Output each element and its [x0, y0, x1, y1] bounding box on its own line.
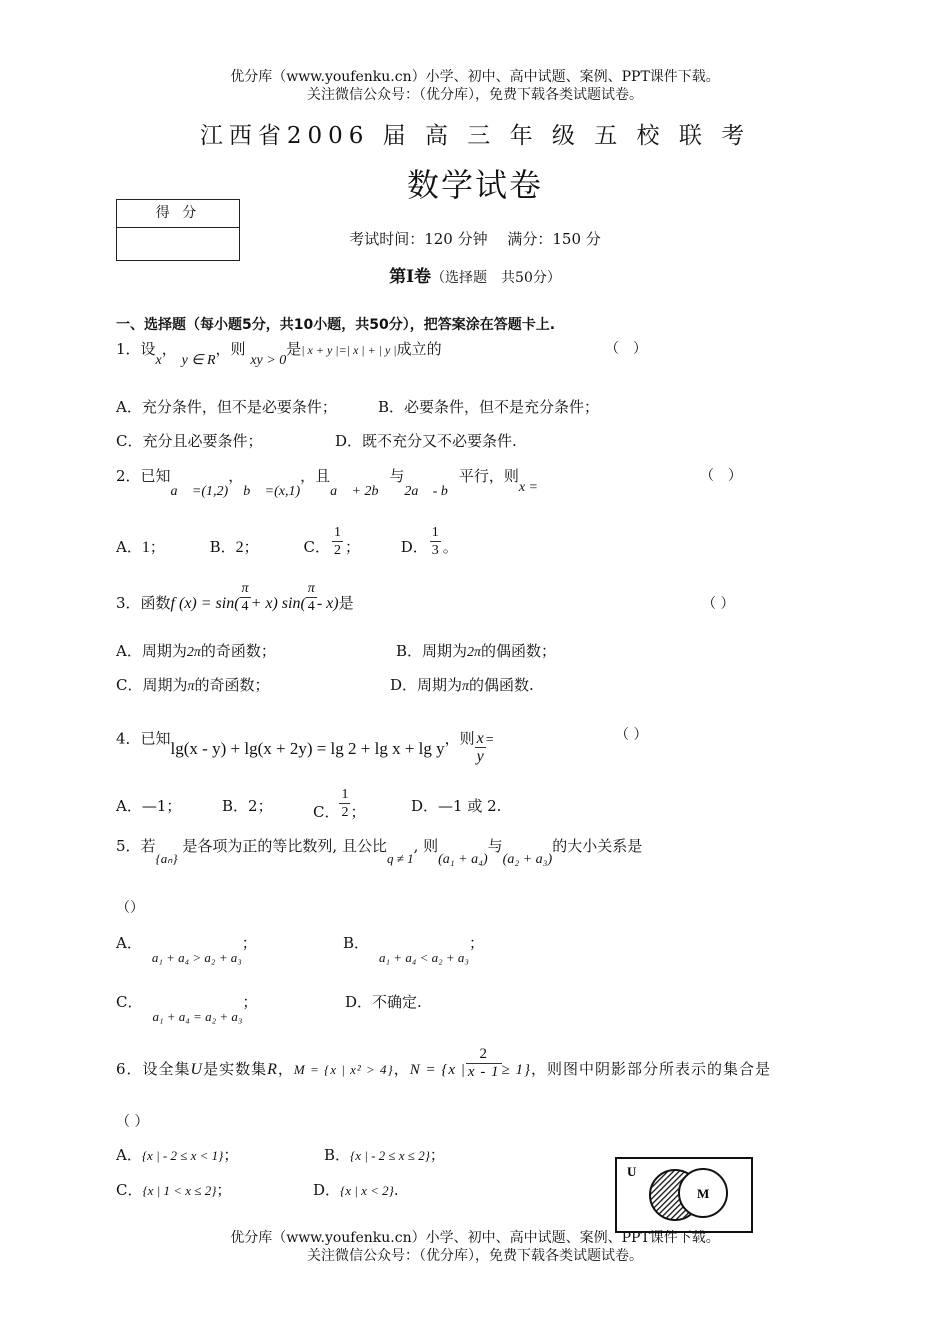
- q2-c-fraction: [332, 524, 343, 559]
- q1-math-abs: | x + y |=| x | + | y |: [301, 343, 397, 357]
- q5-a-sep: ；: [241, 934, 257, 952]
- header-line-2: 关注微信公众号：（优分库），免费下载各类试题试卷。: [307, 87, 643, 103]
- q1-option-d: D．既不充分又不必要条件.: [335, 432, 517, 450]
- q2-d-num: 1: [431, 524, 439, 540]
- q4-c-label: C．: [313, 802, 340, 821]
- q5-b-sep: ；: [468, 934, 484, 952]
- q2-and: ，且: [300, 467, 331, 485]
- q4-option-d: D．—1 或 2.: [411, 797, 502, 815]
- q3-b-2: 2π: [467, 645, 482, 660]
- q1-tail: 成立的: [396, 340, 442, 358]
- q5-math-seq: {aₙ}: [155, 851, 178, 866]
- q1-then: ，则: [215, 340, 246, 358]
- q6-c-value: {x | 1 < x ≤ 2}: [142, 1183, 217, 1198]
- q5-answer-paren: （）: [116, 900, 144, 916]
- q6-c-end: ；: [216, 1181, 232, 1199]
- q5-c-value: a₁ + a₄ = a₂ + a₃: [152, 1009, 243, 1024]
- exam-info: 考试时间：120 分钟 满分：150 分: [349, 230, 601, 248]
- q5-math-q: q ≠ 1: [386, 851, 414, 866]
- q2-math-x: x =: [518, 480, 539, 495]
- header-line-1: 优分库（www.youfenku.cn）小学、初中、高中试题、案例、PPT课件下载。: [230, 69, 720, 85]
- q4-then: ，则: [444, 729, 475, 748]
- q5-c-sep: ；: [242, 993, 258, 1011]
- q2-c-num: 1: [333, 524, 341, 540]
- q6-text: 6．设全集: [116, 1060, 191, 1078]
- q2-b-label: B．: [209, 538, 236, 556]
- q6-b-end: ；: [429, 1146, 445, 1164]
- q2-c-label: C．: [303, 538, 330, 556]
- q6-math-n-end: ≥ 1}: [501, 1062, 532, 1078]
- q4-text: 4．已知: [116, 729, 171, 748]
- q3-math-end: - x): [316, 595, 339, 612]
- q6-sep2: ，: [393, 1060, 410, 1078]
- q3-option-c: [116, 674, 270, 695]
- q2-options: [116, 524, 458, 559]
- q6-a-value: {x | - 2 ≤ x < 1}: [141, 1148, 224, 1163]
- volume-heading: [0, 262, 950, 287]
- venn-graphic: [617, 1159, 751, 1231]
- q3-c-2: π: [187, 679, 195, 694]
- q6-sep1: ，: [277, 1060, 294, 1078]
- q6-math-n-start: N = {x |: [409, 1062, 466, 1078]
- q6-a-end: ；: [223, 1146, 239, 1164]
- q3-c-1: C．周期为: [116, 676, 188, 694]
- q3-d-2: π: [462, 679, 470, 694]
- q3-text: 3．函数: [116, 594, 171, 612]
- q3-math-f: f (x) = sin(: [170, 595, 240, 612]
- q3-c-3: 的奇函数；: [194, 676, 270, 694]
- q6-option-b: [324, 1144, 445, 1165]
- q3-four-1: 4: [241, 598, 249, 614]
- q5-with: 与: [487, 837, 503, 855]
- q5-option-d: D．不确定.: [345, 993, 422, 1011]
- q6-d-label: D．: [313, 1181, 341, 1199]
- q6-d-end: .: [393, 1181, 399, 1199]
- q3-is: 是: [338, 594, 354, 612]
- q6-desc: 是实数集: [203, 1060, 268, 1078]
- q3-d-3: 的偶函数.: [469, 676, 534, 694]
- q2-parallel: 平行，则: [458, 467, 519, 485]
- q1-option-c: C．充分且必要条件；: [116, 432, 263, 450]
- q1-text: 1．设: [116, 340, 156, 358]
- section-heading: 一、选择题（每小题5分，共10小题，共50分），把答案涂在答题卡上.: [116, 317, 556, 333]
- q2-answer-paren: （ ）: [700, 468, 742, 484]
- q2-text: 2．已知: [116, 467, 171, 485]
- q4-option-a: A．—1；: [116, 797, 182, 815]
- q4-c-fraction: [339, 786, 350, 821]
- footer-line-2: 关注微信公众号：（优分库），免费下载各类试题试卷。: [307, 1248, 643, 1264]
- q2-b-value: 2: [235, 539, 244, 556]
- q3-frac-2: [306, 580, 317, 615]
- q3-option-d: [390, 674, 534, 695]
- q6-math-r: R: [267, 1061, 278, 1078]
- q6-math-m: M = {x | x² > 4}: [293, 1062, 394, 1077]
- q1-sep: ，: [161, 340, 177, 358]
- q1-option-a: A．充分条件，但不是必要条件；: [116, 398, 337, 416]
- q2-b-sep: ；: [243, 538, 259, 556]
- q5-math-a23: (a₂ + a₃): [502, 852, 553, 867]
- q1-math-x: x: [155, 353, 162, 368]
- q3-a-3: 的奇函数；: [200, 642, 276, 660]
- q2-d-den: 3: [431, 542, 439, 558]
- q4-num: x: [476, 730, 484, 747]
- question-2: [116, 465, 539, 499]
- q2-math-diff: 2a⃗ - b⃗: [404, 484, 459, 499]
- paper-title: 数学试卷: [406, 166, 543, 204]
- q3-d-1: D．周期为: [390, 676, 463, 694]
- q4-fraction: [475, 730, 486, 765]
- q5-option-b: [343, 932, 484, 965]
- q5-b-value: a₁ + a₄ < a₂ + a₃: [379, 950, 469, 965]
- q6-b-label: B．: [324, 1146, 351, 1164]
- q4-c-den: 2: [341, 805, 349, 820]
- q3-frac-1: [240, 580, 251, 615]
- question-3: [116, 580, 354, 615]
- q3-option-b: [396, 640, 556, 661]
- q1-is: 是: [286, 340, 302, 358]
- q1-answer-paren: （ ）: [605, 341, 647, 357]
- q2-with: 与: [389, 467, 405, 485]
- question-6: [116, 1045, 772, 1081]
- q5-a-label: A．: [116, 934, 142, 952]
- venn-label-u: U: [627, 1164, 637, 1179]
- q2-d-fraction: [430, 524, 441, 559]
- q5-a-value: a₁ + a₄ > a₂ + a₃: [151, 950, 242, 965]
- volume-main: 第Ⅰ卷: [389, 267, 432, 287]
- q1-math-y: y ∈ R: [181, 353, 216, 368]
- q3-math-mid: + x) sin(: [250, 595, 306, 612]
- q2-math-a: a⃗ =(1,2): [170, 484, 229, 499]
- q4-answer-paren: （ ）: [615, 727, 648, 743]
- q6-num: 2: [466, 1046, 502, 1064]
- footer-line-1: 优分库（www.youfenku.cn）小学、初中、高中试题、案例、PPT课件下载。: [230, 1230, 720, 1246]
- q2-c-den: 2: [333, 542, 341, 558]
- q5-desc: 是各项为正的等比数列, 且公比: [182, 837, 387, 855]
- q2-math-sum: a⃗ + 2b⃗: [330, 484, 390, 499]
- q1-option-b: B．必要条件，但不是充分条件；: [378, 398, 600, 416]
- q6-a-label: A．: [116, 1146, 142, 1164]
- q6-den: x - 1: [467, 1063, 500, 1080]
- q6-c-label: C．: [116, 1181, 143, 1199]
- q2-math-b: b⃗ =(x,1): [243, 484, 301, 499]
- q4-den: y: [476, 748, 484, 765]
- venn-diagram: [615, 1157, 753, 1233]
- q3-pi-1: π: [241, 580, 249, 596]
- q2-a-sep: ；: [149, 538, 165, 556]
- q6-option-a: [116, 1144, 238, 1165]
- q2-sep: ，: [228, 467, 244, 485]
- q2-d-end: 。: [442, 538, 458, 556]
- q5-c-label: C．: [116, 993, 143, 1011]
- q5-b-label: B．: [343, 934, 370, 952]
- question-1: [116, 338, 442, 368]
- q4-option-b: B．2；: [222, 797, 273, 815]
- q1-math-xy: xy > 0: [250, 353, 287, 368]
- q5-then: , 则: [413, 837, 439, 855]
- q3-b-3: 的偶函数；: [481, 642, 557, 660]
- q5-math-a14: (a₁ + a₄): [438, 852, 488, 867]
- volume-note: （选择题 共50分）: [431, 270, 561, 286]
- q3-a-1: A．周期为: [116, 642, 187, 660]
- q6-option-c: [116, 1179, 231, 1200]
- score-label: 得 分: [117, 200, 239, 228]
- q4-option-c: [313, 786, 366, 821]
- q5-text: 5．若: [116, 837, 156, 855]
- q2-d-label: D．: [400, 538, 428, 556]
- q6-option-d: [313, 1179, 399, 1200]
- q4-math-eq: lg(x - y) + lg(x + 2y) = lg 2 + lg x + lg y: [170, 738, 445, 758]
- q2-a-value: 1: [141, 539, 150, 556]
- q3-b-1: B．周期为: [396, 642, 468, 660]
- q5-option-c: [116, 991, 258, 1024]
- q4-c-end: ；: [350, 802, 366, 821]
- question-5: [116, 835, 643, 867]
- q3-option-a: [116, 640, 276, 661]
- q4-c-num: 1: [341, 787, 349, 802]
- q2-c-sep: ；: [344, 538, 360, 556]
- q6-b-value: {x | - 2 ≤ x ≤ 2}: [350, 1148, 430, 1163]
- q3-a-2: 2π: [186, 645, 201, 660]
- venn-label-m: M: [697, 1186, 710, 1201]
- q5-tail: 的大小关系是: [552, 837, 643, 855]
- q6-tail: ，则图中阴影部分所表示的集合是: [531, 1060, 772, 1078]
- q3-answer-paren: （ ）: [702, 596, 735, 612]
- q6-math-u: U: [190, 1061, 204, 1078]
- q3-four-2: 4: [307, 598, 315, 614]
- q6-answer-paren: （ ）: [116, 1114, 149, 1130]
- q6-d-value: {x | x < 2}: [340, 1183, 394, 1198]
- q6-fraction: [466, 1046, 502, 1081]
- question-4: [116, 722, 494, 765]
- q4-eq: =: [485, 732, 494, 748]
- exam-title: 江西省2006 届 高 三 年 级 五 校 联 考: [199, 123, 751, 149]
- q2-a-label: A．: [116, 538, 142, 556]
- q5-option-a: [116, 932, 257, 965]
- q3-pi-2: π: [307, 580, 315, 596]
